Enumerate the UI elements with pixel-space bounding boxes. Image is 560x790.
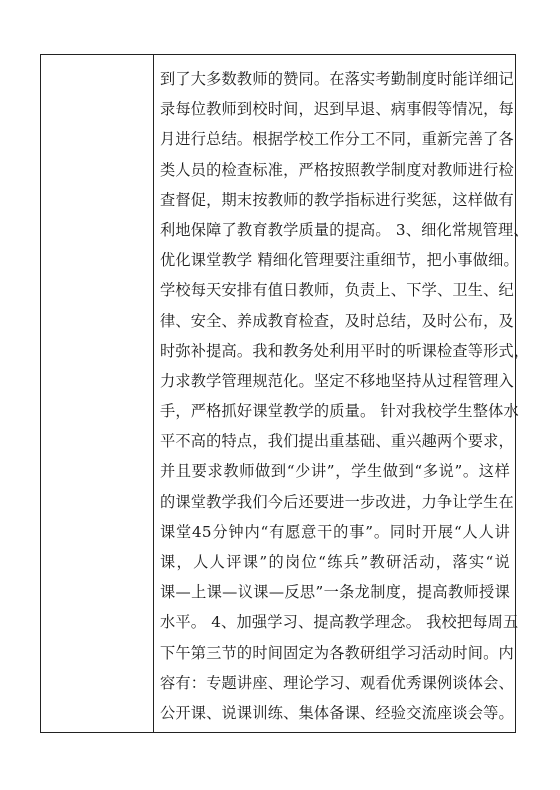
text-line: 公开课、说课训练、集体备课、经验交流座谈会等。 [160, 703, 514, 722]
text-line: 课—上课—议课—反思”一条龙制度，提高教师授课 [160, 583, 510, 602]
text-line: 月进行总结。根据学校工作分工不同，重新完善了各 [160, 130, 514, 149]
text-line: 下午第三节的时间固定为各教研组学习活动时间。内 [160, 643, 514, 662]
text-line: 类人员的检查标准，严格按照教学制度对教师进行检 [160, 160, 514, 179]
text-line: 手，严格抓好课堂教学的质量。 针对我校学生整体水 [160, 402, 519, 421]
text-line: 水平。 4、加强学习、提高教学理念。 我校把每周五 [160, 613, 519, 632]
content-cell [160, 64, 530, 728]
text-line: 学校每天安排有值日教师，负责上、下学、卫生、纪 [160, 281, 514, 300]
text-line: 容有：专题讲座、理论学习、观看优秀课例谈体会、 [160, 673, 514, 692]
text-line: 到了大多数教师的赞同。在落实考勤制度时能详细记 [160, 70, 514, 88]
text-line: 录每位教师到校时间，迟到早退、病事假等情况，每 [160, 100, 514, 119]
text-line: 查督促，期末按教师的教学指标进行奖惩，这样做有 [160, 190, 514, 209]
text-line: 课，人人评课”的岗位“练兵”教研活动，落实“说 [160, 553, 510, 571]
text-line: 课堂45分钟内“有愿意干的事”。同时开展“人人讲 [160, 522, 510, 541]
column-divider [153, 54, 154, 733]
text-line: 优化课堂教学 精细化管理要注重细节，把小事做细。 [160, 251, 519, 270]
text-line: 并且要求教师做到“少讲”，学生做到“多说”。这样 [160, 462, 510, 481]
text-line: 力求教学管理规范化。坚定不移地坚持从过程管理入 [160, 371, 514, 390]
text-line: 利地保障了教育教学质量的提高。 3、细化常规管理、 [160, 220, 529, 239]
text-line: 时弥补提高。我和教务处利用平时的听课检查等形式， [160, 341, 530, 360]
text-line: 的课堂教学我们今后还要进一步改进，力争让学生在 [160, 492, 514, 511]
text-line: 律、安全、养成教育检查，及时总结，及时公布，及 [160, 311, 514, 330]
text-line: 平不高的特点，我们提出重基础、重兴趣两个要求， [160, 432, 514, 451]
